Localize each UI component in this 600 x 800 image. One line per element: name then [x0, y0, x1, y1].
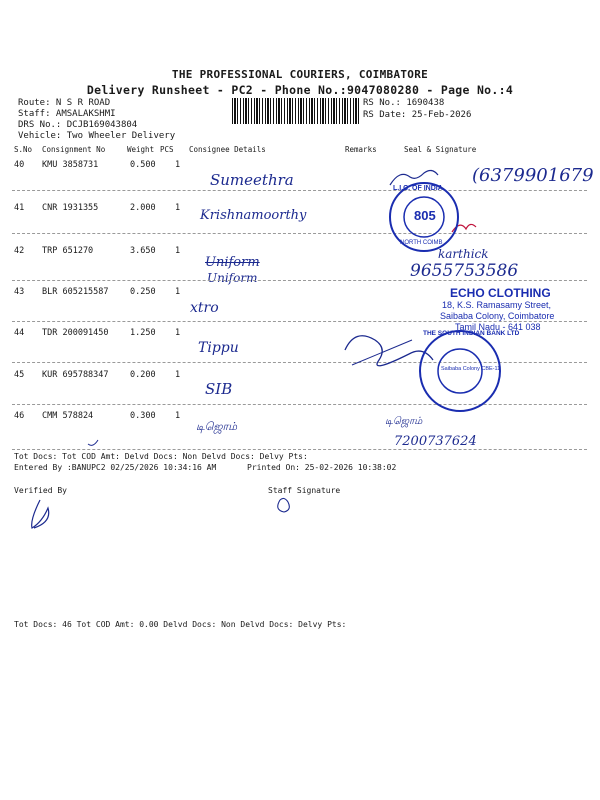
- company-title: THE PROFESSIONAL COURIERS, COIMBATORE: [171, 68, 429, 81]
- bank-stamp-inner: Saibaba Colony CBE-11: [441, 366, 501, 372]
- printed-on: Printed On: 25-02-2026 10:38:02: [247, 463, 397, 472]
- lic-stamp-number: 805: [414, 208, 436, 223]
- row-44-consignment: TDR 200091450: [42, 328, 109, 338]
- row-46-consignee: டிஜொம்: [196, 420, 238, 433]
- row-46-weight: 0.300: [130, 411, 156, 421]
- row-42-signature-name: karthick: [438, 247, 489, 261]
- verified-by-label: Verified By: [14, 486, 67, 495]
- summary-line: Tot Docs: 46 Tot COD Amt: 0.00 Delvd Docs: Non Delvd Docs: Delvy Pts:: [14, 620, 347, 629]
- row-41-pcs: 1: [175, 203, 181, 213]
- row-46-signature-phone: 7200737624: [394, 434, 477, 449]
- row-45-weight: 0.200: [130, 370, 156, 380]
- echo-stamp-address-2: Saibaba Colony, Coimbatore: [440, 311, 555, 321]
- row-42-signature-phone: 9655753586: [410, 261, 519, 281]
- row-40-consignment: KMU 3858731: [42, 160, 99, 170]
- row-40-consignee: Sumeethra: [210, 171, 294, 189]
- row-41-weight: 2.000: [130, 203, 156, 213]
- row-43-weight: 0.250: [130, 287, 156, 297]
- route-label: Route: N S R ROAD: [18, 98, 111, 108]
- row-46-signature-name: டிஜொம்: [385, 416, 423, 427]
- rs-date: RS Date: 25-Feb-2026: [363, 110, 472, 120]
- row-45-consignee: SIB: [205, 380, 233, 398]
- col-weight: Weight: [127, 145, 155, 154]
- row-40-sno: 40: [14, 160, 25, 170]
- row-42-consignee-struck: Uniform: [205, 255, 260, 270]
- vehicle-label: Vehicle: Two Wheeler Delivery: [18, 131, 176, 141]
- echo-stamp-address-3: Tamil Nadu - 641 038: [455, 322, 541, 332]
- row-43-pcs: 1: [175, 287, 181, 297]
- col-consignee: Consignee Details: [189, 145, 266, 154]
- row-42-weight: 3.650: [130, 246, 156, 256]
- col-seal: Seal & Signature: [404, 145, 477, 154]
- row-45-consignment: KUR 695788347: [42, 370, 109, 380]
- row-43-consignee: xtro: [190, 300, 219, 316]
- lic-stamp-top: L.I.C. OF INDIA: [393, 185, 443, 192]
- col-remarks: Remarks: [345, 145, 377, 154]
- col-consignment: Consignment No: [42, 145, 106, 154]
- row-43-sno: 43: [14, 287, 25, 297]
- row-46-pcs: 1: [175, 411, 181, 421]
- row-45-pcs: 1: [175, 370, 181, 380]
- row-44-pcs: 1: [175, 328, 181, 338]
- runsheet-title: Delivery Runsheet - PC2 - Phone No.:9047080280 - Page No.:4: [86, 83, 514, 97]
- row-41-consignment: CNR 1931355: [42, 203, 99, 213]
- row-46-sno: 46: [14, 411, 25, 421]
- row-41-sno: 41: [14, 203, 25, 213]
- drs-label: DRS No.: DCJB169043804: [18, 120, 138, 130]
- row-40-pcs: 1: [175, 160, 181, 170]
- totals-line: Tot Docs: Tot COD Amt: Delvd Docs: Non Delvd Docs: Delvy Pts:: [14, 452, 308, 461]
- staff-signature-label: Staff Signature: [268, 486, 341, 495]
- row-45-sno: 45: [14, 370, 25, 380]
- row-46-consignment: CMM 578824: [42, 411, 94, 421]
- echo-stamp-address-1: 18, K.S. Ramasamy Street,: [442, 300, 552, 310]
- entered-by: Entered By :BANUPC2 02/25/2026 10:34:16 AM: [14, 463, 217, 472]
- row-42-consignee: Uniform: [207, 271, 258, 285]
- staff-label: Staff: AMSALAKSHMI: [18, 109, 116, 119]
- row-42-pcs: 1: [175, 246, 181, 256]
- row-42-consignment: TRP 651270: [42, 246, 94, 256]
- row-44-weight: 1.250: [130, 328, 156, 338]
- lic-stamp-bottom: NORTH COIMB: [400, 240, 443, 246]
- row-44-sno: 44: [14, 328, 25, 338]
- row-40-weight: 0.500: [130, 160, 156, 170]
- row-44-consignee: Tippu: [198, 340, 239, 356]
- bank-stamp-name: THE SOUTH INDIAN BANK LTD: [423, 330, 520, 337]
- col-sno: S.No: [14, 145, 33, 154]
- row-43-consignment: BLR 605215587: [42, 287, 109, 297]
- row-40-signature-phone: (6379901679: [472, 165, 594, 186]
- row-41-consignee: Krishnamoorthy: [200, 208, 307, 223]
- row-42-sno: 42: [14, 246, 25, 256]
- echo-stamp-name: ECHO CLOTHING: [450, 286, 551, 300]
- col-pcs: PCS: [160, 145, 174, 154]
- rs-number: RS No.: 1690438: [363, 98, 445, 108]
